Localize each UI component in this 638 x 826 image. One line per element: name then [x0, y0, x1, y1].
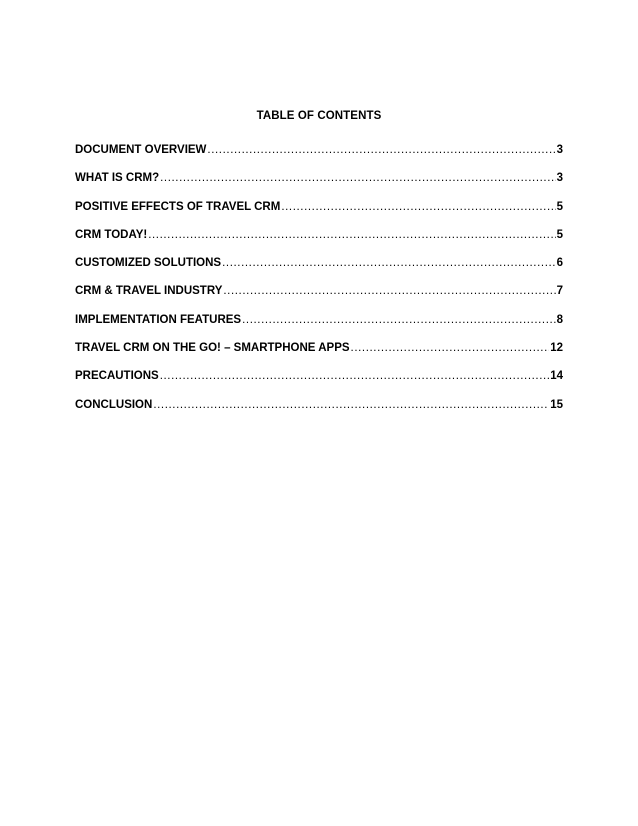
toc-entry-page: 3	[556, 144, 563, 156]
toc-entry-smartphone-apps[interactable]	[75, 342, 563, 370]
toc-entry-precautions[interactable]	[75, 370, 563, 398]
toc-entry-label: CRM TODAY!	[75, 228, 148, 241]
toc-dot-leader	[160, 370, 550, 382]
toc-heading: TABLE OF CONTENTS	[256, 110, 382, 122]
toc-list	[75, 144, 563, 427]
toc-entry-page: 6	[556, 257, 563, 270]
toc-dot-leader	[207, 144, 555, 156]
toc-dot-leader	[223, 285, 555, 297]
toc-entry-implementation-features[interactable]	[75, 314, 563, 342]
toc-entry-label: PRECAUTIONS	[75, 370, 159, 383]
toc-entry-what-is-crm[interactable]	[75, 172, 563, 200]
toc-dot-leader	[160, 172, 555, 184]
toc-entry-crm-today[interactable]	[75, 229, 563, 257]
toc-entry-crm-travel-industry[interactable]	[75, 285, 563, 313]
toc-entry-page: 5	[556, 200, 563, 213]
toc-dot-leader	[153, 399, 549, 411]
toc-entry-label: CUSTOMIZED SOLUTIONS	[75, 257, 222, 270]
toc-entry-page: 15	[550, 398, 563, 411]
toc-entry-label: DOCUMENT OVERVIEW	[75, 144, 207, 156]
toc-entry-label: WHAT IS CRM?	[75, 172, 160, 185]
toc-entry-page: 3	[556, 172, 563, 185]
toc-entry-page: 5	[556, 228, 563, 241]
toc-entry-label: CRM & TRAVEL INDUSTRY	[75, 285, 223, 298]
toc-entry-customized-solutions[interactable]	[75, 257, 563, 285]
toc-entry-page: 8	[556, 313, 563, 326]
toc-entry-label: CONCLUSION	[75, 398, 153, 411]
toc-dot-leader	[242, 314, 555, 326]
toc-dot-leader	[281, 201, 555, 213]
toc-entry-positive-effects[interactable]	[75, 201, 563, 229]
toc-entry-page: 12	[550, 342, 563, 355]
toc-dot-leader	[222, 257, 555, 269]
toc-dot-leader	[148, 229, 555, 241]
toc-entry-document-overview[interactable]	[75, 144, 563, 172]
toc-entry-label: IMPLEMENTATION FEATURES	[75, 313, 242, 326]
toc-entry-page: 7	[556, 285, 563, 298]
toc-entry-page: 14	[550, 370, 563, 383]
toc-entry-conclusion[interactable]	[75, 399, 563, 427]
toc-dot-leader	[351, 342, 550, 354]
toc-entry-label: POSITIVE EFFECTS OF TRAVEL CRM	[75, 200, 281, 213]
toc-entry-label: TRAVEL CRM ON THE GO! – SMARTPHONE APPS	[75, 342, 350, 355]
